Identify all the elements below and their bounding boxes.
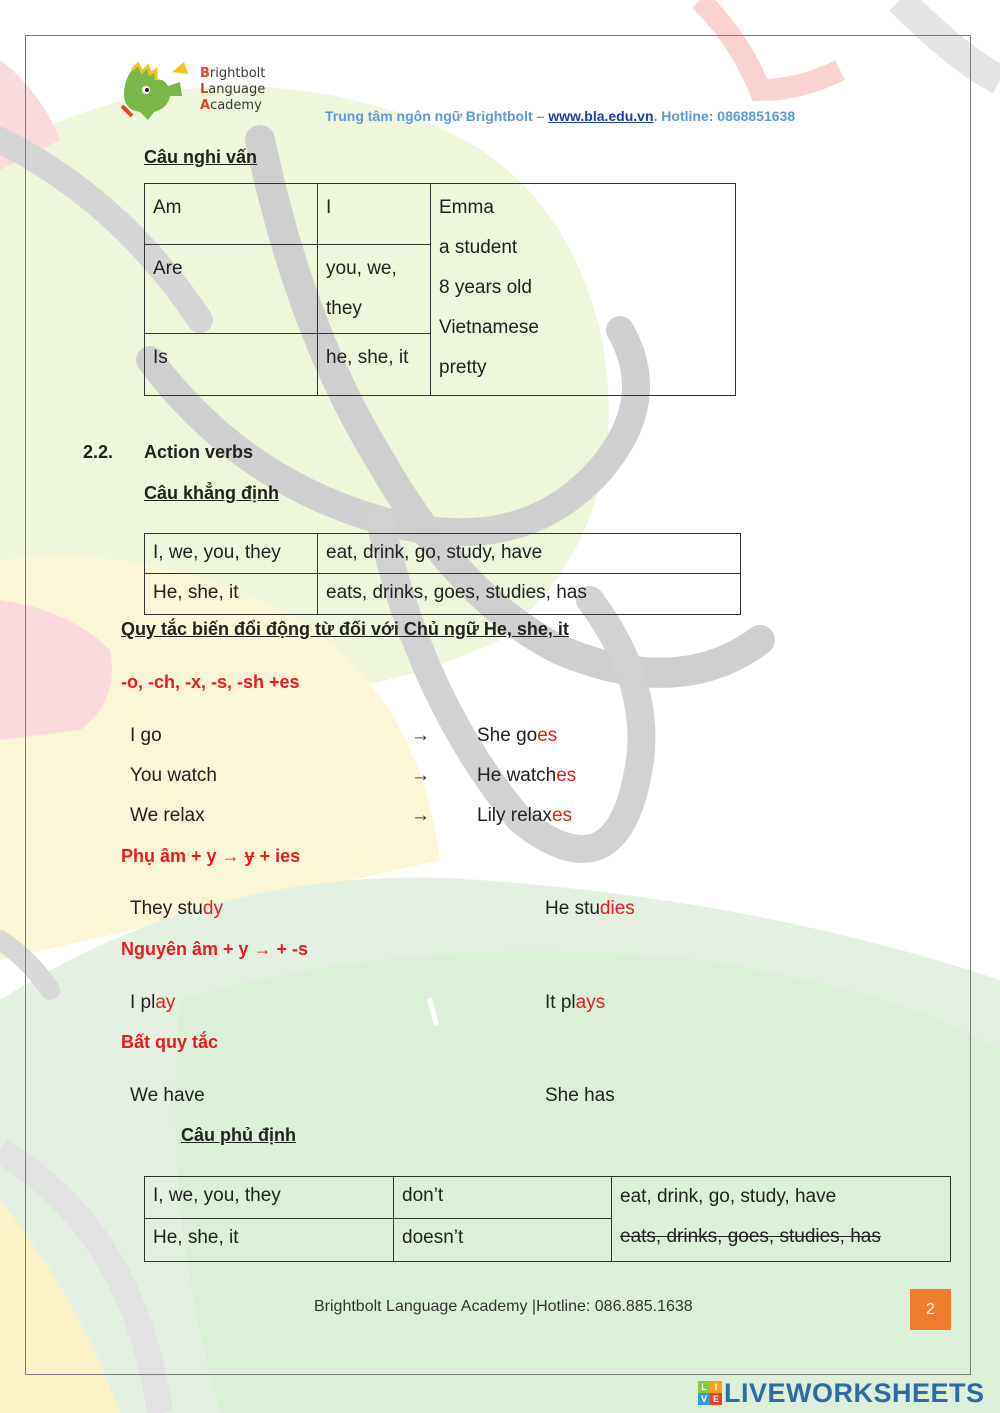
logo-word-rest: cademy (210, 98, 262, 113)
rules-heading: Quy tắc biến đổi động từ đối với Chủ ngữ He, she, it (121, 619, 569, 639)
logo-word-rest: anguage (208, 82, 266, 97)
question-subject-i: I (318, 184, 431, 245)
ies-example-left-base: They stu (130, 898, 203, 919)
vowel-example-left-base: I pl (130, 992, 156, 1013)
arrow-icon: → (411, 725, 430, 746)
section-title: Action verbs (144, 442, 254, 462)
badge-letter: E (710, 1393, 722, 1405)
question-verb-are: Are (145, 245, 318, 334)
affirmative-table (144, 533, 741, 615)
complement-item: a student (439, 237, 518, 258)
dragon-mascot-icon (118, 56, 194, 122)
affirmative-verbs-plural: eat, drink, go, study, have (318, 534, 741, 574)
question-table (144, 183, 736, 396)
ies-rule-start: Phụ âm + y → (121, 846, 245, 866)
es-example-left: I go (130, 725, 162, 746)
vowel-example-right (545, 992, 605, 1014)
es-example-left: You watch (130, 765, 217, 786)
badge-letter: L (698, 1381, 710, 1393)
negative-aux-dont: don’t (394, 1177, 612, 1219)
arrow-icon: → (411, 805, 430, 826)
question-verb-am: Am (145, 184, 318, 245)
vowel-example-right-suffix: ays (575, 992, 606, 1013)
logo-line-2 (200, 82, 265, 98)
ies-example-right-base: He stu (545, 898, 600, 919)
header-contact (325, 108, 795, 124)
ies-rule (121, 846, 300, 867)
es-example-right-suffix: es (537, 725, 558, 746)
academy-logo (118, 56, 278, 126)
ies-rule-end: + ies (254, 846, 301, 866)
irregular-rule: Bất quy tắc (121, 1032, 219, 1052)
complement-item: pretty (439, 357, 487, 378)
logo-initial: L (200, 82, 209, 97)
affirmative-subject-singular: He, she, it (145, 574, 318, 615)
complement-item: Emma (439, 197, 494, 218)
vowel-rule: Nguyên âm + y → + -s (121, 939, 309, 959)
ies-example-left-suffix: dy (202, 898, 223, 919)
es-example-right-base: Lily relax (477, 805, 552, 826)
es-example-left: We relax (130, 805, 205, 826)
affirmative-verbs-singular: eats, drinks, goes, studies, has (318, 574, 741, 615)
negative-subject-plural: I, we, you, they (145, 1177, 394, 1219)
vowel-example-right-base: It pl (545, 992, 576, 1013)
logo-line-1 (200, 66, 265, 82)
badge-letter: V (698, 1393, 710, 1405)
liveworksheets-text: LIVEWORKSHEETS (724, 1377, 985, 1408)
es-example-right (477, 805, 572, 827)
negative-table (144, 1176, 951, 1262)
logo-wordmark (200, 66, 265, 114)
section-number: 2.2. (83, 442, 114, 462)
es-example-right-base: He watch (477, 765, 557, 786)
page-number: 2 (910, 1289, 951, 1330)
complement-item: Vietnamese (439, 317, 539, 338)
negative-aux-doesnt: doesn’t (394, 1218, 612, 1261)
negative-verbs (612, 1177, 951, 1262)
liveworksheets-logo-icon (698, 1381, 722, 1405)
badge-letter: I (710, 1381, 722, 1393)
es-example-right-base: She go (477, 725, 538, 746)
affirmative-heading: Câu khẳng định (144, 483, 279, 503)
question-complements (431, 184, 736, 396)
logo-initial: A (200, 98, 211, 113)
irregular-example-left: We have (130, 1085, 205, 1106)
es-example-right (477, 765, 576, 787)
liveworksheets-watermark (698, 1378, 985, 1408)
ies-rule-struck-y: y (244, 846, 255, 866)
negative-subject-singular: He, she, it (145, 1218, 394, 1261)
website-link[interactable]: www.bla.edu.vn (548, 108, 654, 124)
header-hotline: . Hotline: 0868851638 (653, 108, 796, 124)
ies-example-right-suffix: dies (599, 898, 635, 919)
es-example-right-suffix: es (551, 805, 573, 826)
header-center-prefix: Trung tâm ngôn ngữ Brightbolt – (325, 108, 549, 124)
complement-item: 8 years old (439, 277, 532, 298)
irregular-example-right: She has (545, 1085, 615, 1106)
es-rule: -o, -ch, -x, -s, -sh +es (121, 672, 300, 692)
arrow-icon: → (411, 765, 430, 786)
vowel-example-left-suffix: ay (155, 992, 176, 1013)
footer-text: Brightbolt Language Academy |Hotline: 086.885.1638 (314, 1298, 693, 1315)
negative-heading: Câu phủ định (181, 1125, 296, 1145)
es-example-right-suffix: es (556, 765, 577, 786)
es-example-right (477, 725, 557, 747)
logo-word-rest: rightbolt (209, 66, 266, 81)
negative-struck-verbs: eats, drinks, goes, studies, has (620, 1226, 881, 1247)
question-verb-is: Is (145, 334, 318, 396)
question-heading: Câu nghi vấn (144, 147, 258, 167)
question-subject-he-she-it: he, she, it (318, 334, 431, 396)
vowel-example-left (130, 992, 175, 1014)
logo-initial: B (200, 66, 210, 81)
question-subject-you-we-they: you, we, they (318, 245, 431, 334)
ies-example-right (545, 898, 635, 920)
negative-base-verbs: eat, drink, go, study, have (620, 1186, 837, 1207)
ies-example-left (130, 898, 223, 920)
affirmative-subject-plural: I, we, you, they (145, 534, 318, 574)
logo-line-3 (200, 98, 265, 114)
